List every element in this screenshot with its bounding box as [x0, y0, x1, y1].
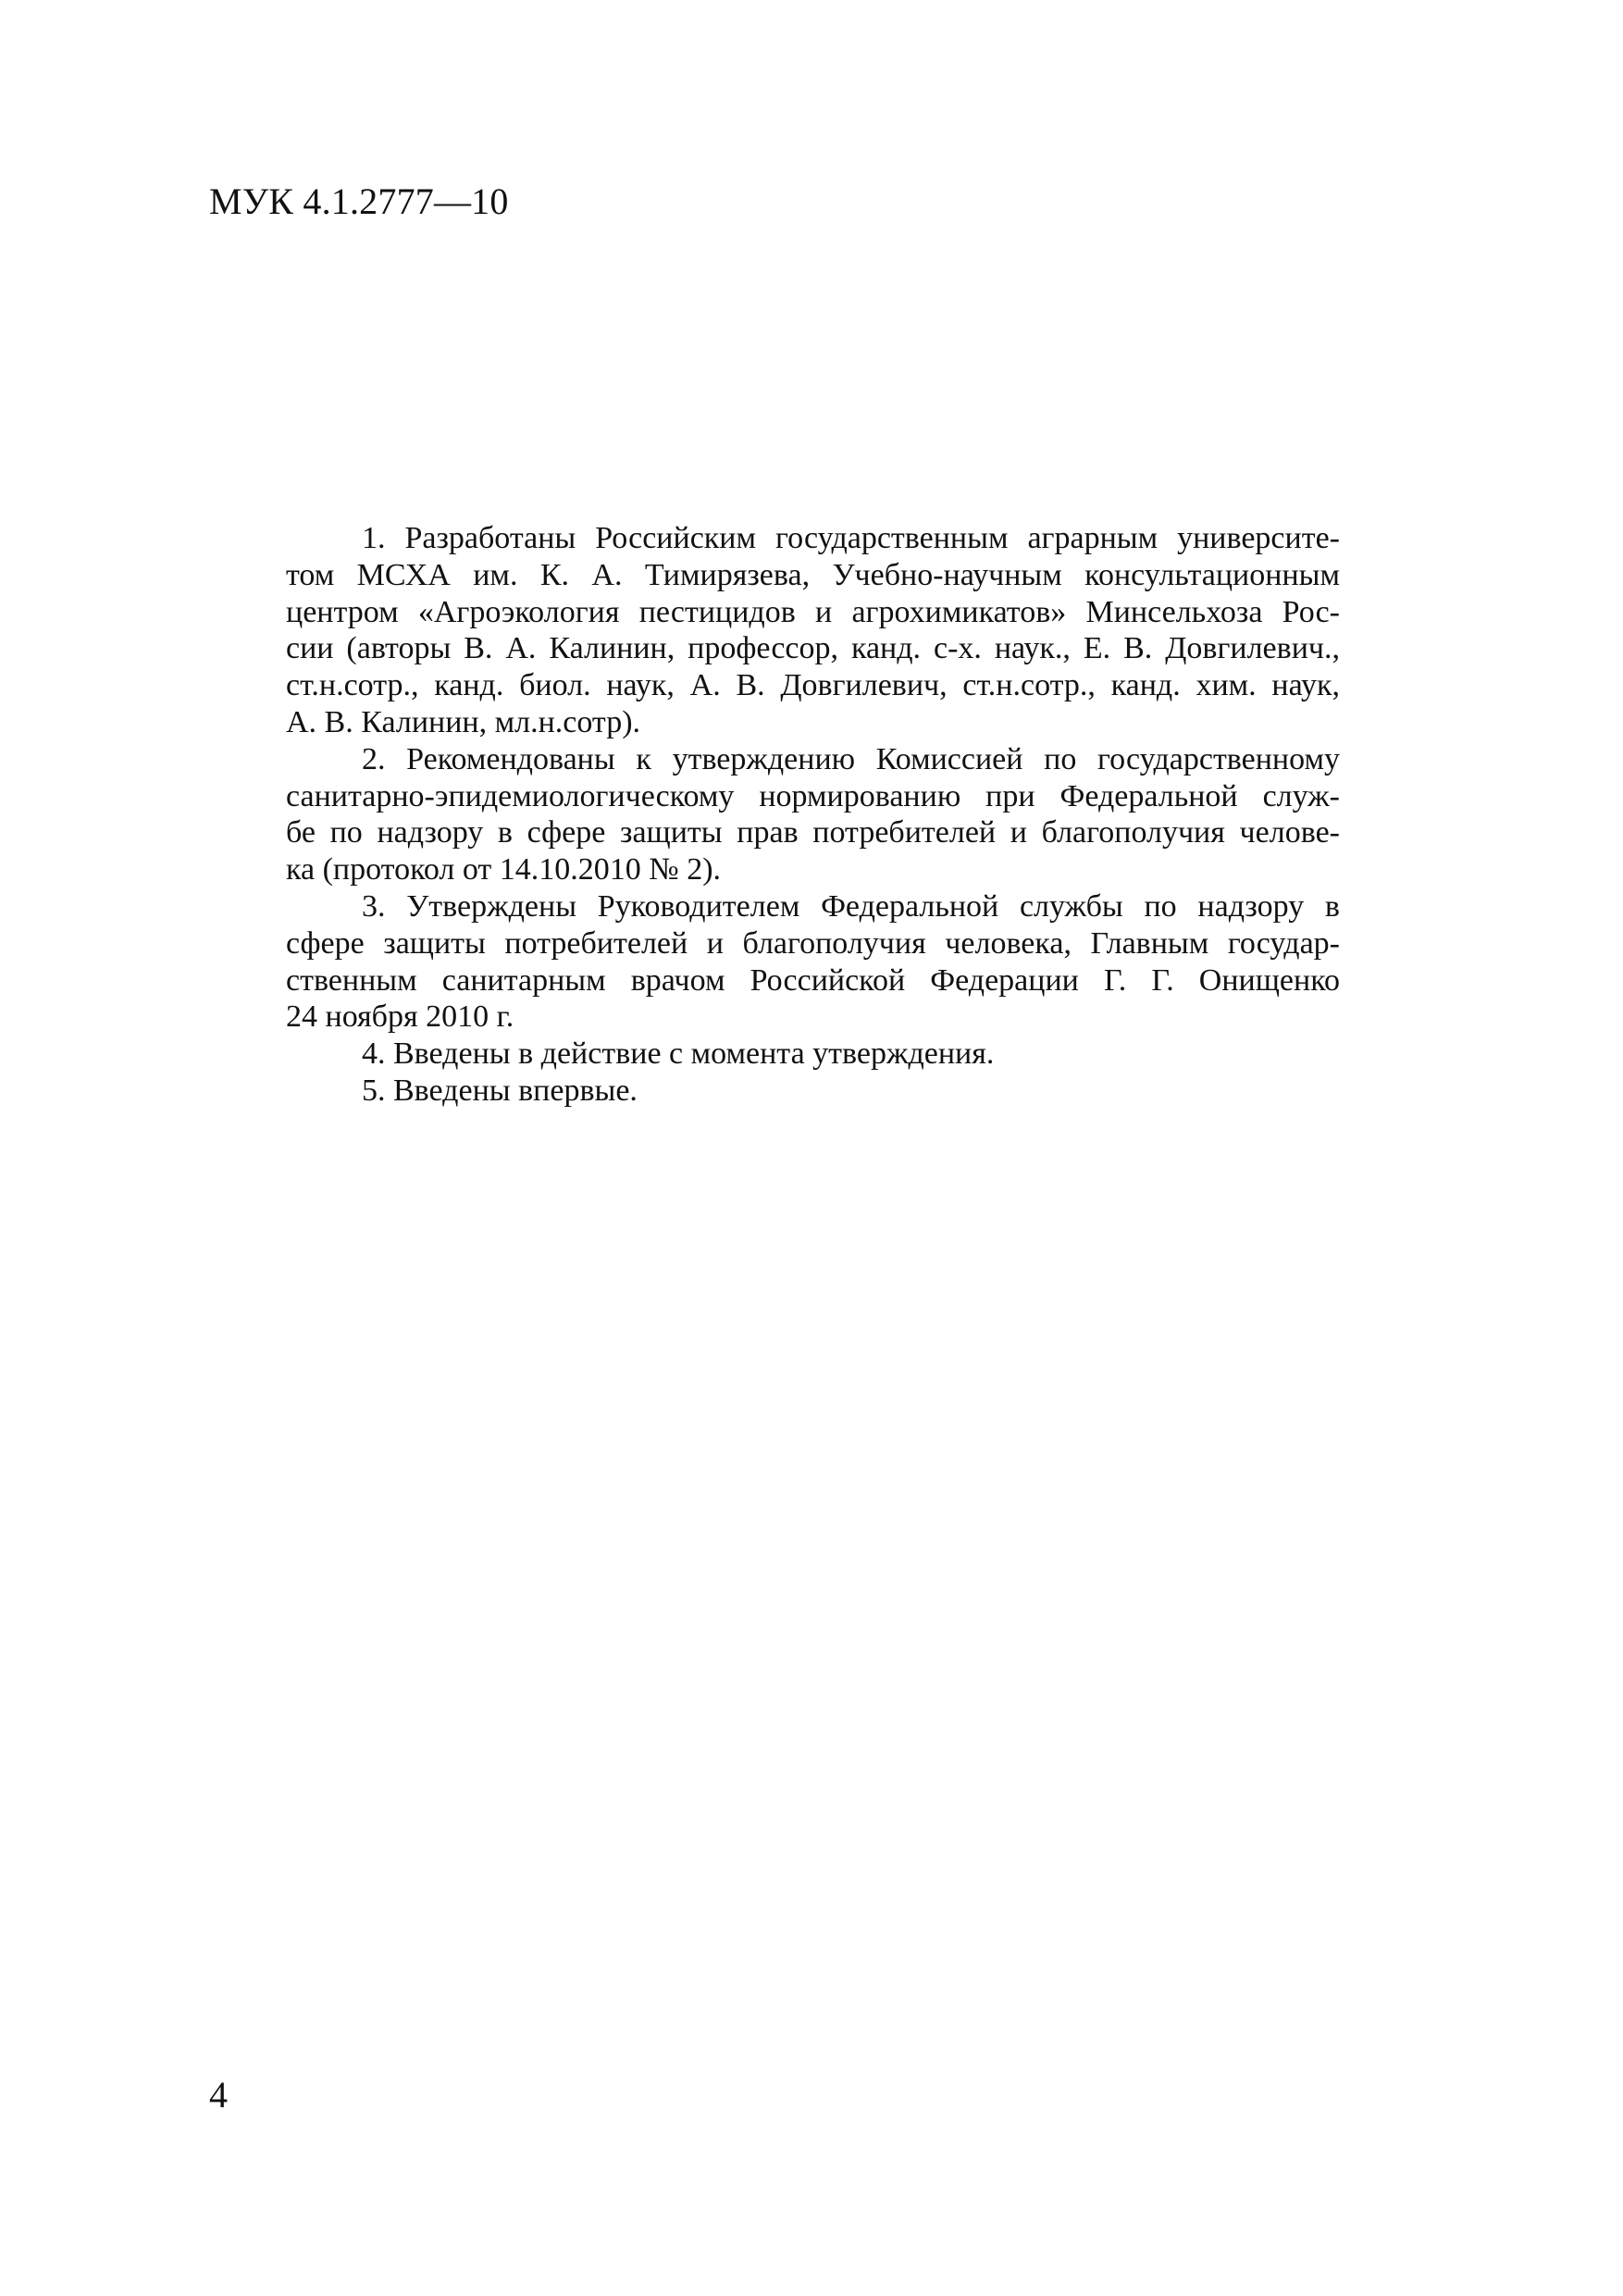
page-header: МУК 4.1.2777—10 — [209, 180, 509, 222]
page-number: 4 — [209, 2074, 228, 2116]
paragraph-5-line-1: 5. Введены впервые. — [362, 1073, 638, 1108]
paragraph-3-line-4: 24 ноября 2010 г. — [286, 999, 514, 1035]
paragraph-1-line-2: том МСХА им. К. А. Тимирязева, Учебно-научным консультационным — [286, 557, 1340, 592]
paragraph-3-line-2: сфере защиты потребителей и благополучия человека, Главным государ- — [286, 925, 1340, 961]
paragraph-1-line-5: ст.н.сотр., канд. биол. наук, А. В. Довгилевич, ст.н.сотр., канд. хим. наук, — [286, 668, 1340, 703]
paragraph-2-line-4: ка (протокол от 14.10.2010 № 2). — [286, 852, 722, 887]
paragraph-4-line-1: 4. Введены в действие с момента утверждения. — [362, 1036, 995, 1072]
paragraph-1-line-4: сии (авторы В. А. Калинин, профессор, канд. с-х. наук., Е. В. Довгилевич., — [286, 631, 1340, 666]
paragraph-1-line-3: центром «Агроэкология пестицидов и агрохимикатов» Минсельхоза Рос- — [286, 594, 1340, 629]
paragraph-1-line-1: 1. Разработаны Российским государственным аграрным университе- — [362, 521, 1340, 555]
paragraph-3-line-1: 3. Утверждены Руководителем Федеральной службы по надзору в — [362, 888, 1340, 924]
paragraph-1-line-6: А. В. Калинин, мл.н.сотр). — [286, 704, 641, 739]
document-body — [286, 520, 1340, 1110]
paragraph-2-line-2: санитарно-эпидемиологическому нормированию при Федеральной служ- — [286, 778, 1340, 813]
paragraph-2-line-3: бе по надзору в сфере защиты прав потребителей и благополучия челове- — [286, 815, 1340, 850]
paragraph-3-line-3: ственным санитарным врачом Российской Федерации Г. Г. Онищенко — [286, 962, 1340, 998]
paragraph-2-line-1: 2. Рекомендованы к утверждению Комиссией по государственному — [362, 741, 1340, 776]
